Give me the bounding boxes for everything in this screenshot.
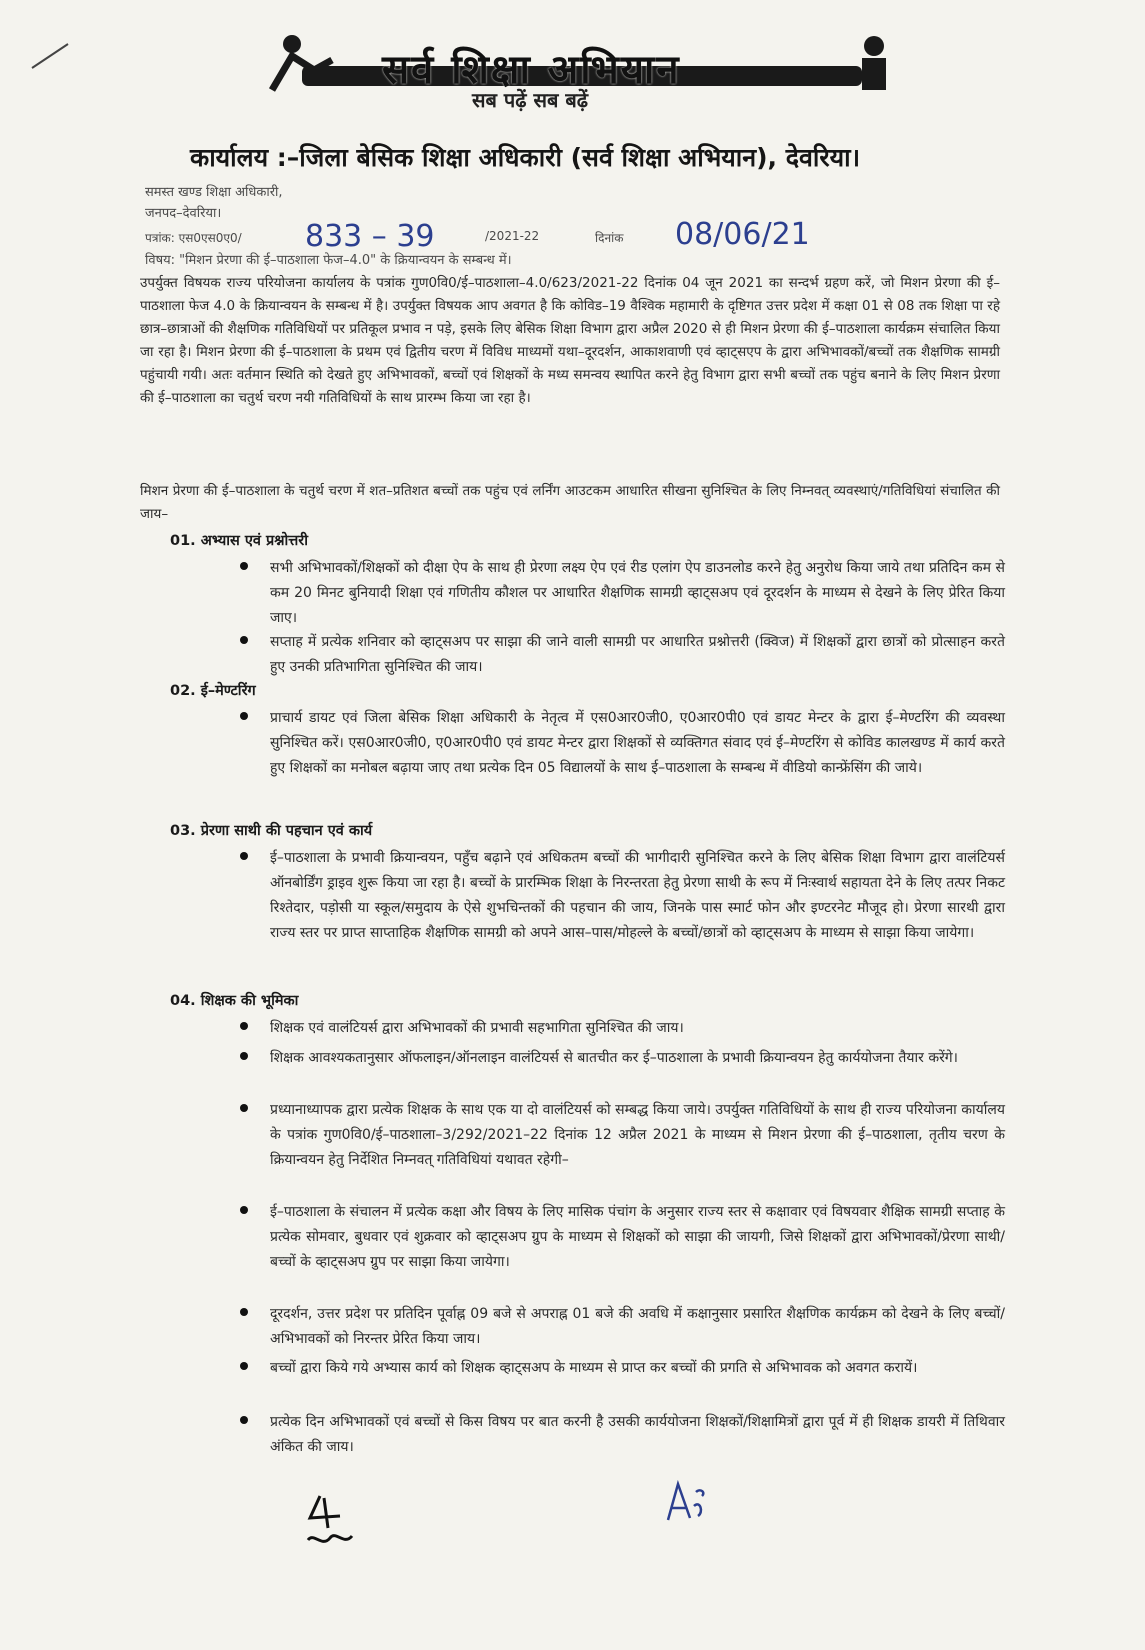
bullet-dot-icon (240, 1206, 248, 1214)
bullet-text: दूरदर्शन, उत्तर प्रदेश पर प्रतिदिन पूर्वाह्न 09 बजे से अपराह्न 01 बजे की अवधि में कक्षानुसार प्रसारित शैक्षणिक कार्यक्रम को देखने के लिए बच्चों/अभिभावकों को निरन्तर प्रेरित किया जाय। (270, 1306, 1005, 1347)
bullet-dot-icon (240, 636, 248, 644)
bullet-text: सप्ताह में प्रत्येक शनिवार को व्हाट्सअप पर साझा की जाने वाली सामग्री पर आधारित प्रश्नोत्तरी (क्विज) में शिक्षकों द्वारा छात्रों को प्रोत्साहन करते हुए उनकी प्रतिभागिता सुनिश्चित की जाय। (270, 634, 1005, 675)
address-line-1: समस्त खण्ड शिक्षा अधिकारी, (145, 185, 283, 200)
subject-line: विषय: "मिशन प्रेरणा की ई–पाठशाला फेज–4.0" के क्रियान्वयन के सम्बन्ध में। (145, 253, 512, 268)
bullet-dot-icon (240, 1416, 248, 1424)
section-heading-04: 04. शिक्षक की भूमिका (170, 993, 299, 1009)
bullet-text: ई–पाठशाला के संचालन में प्रत्येक कक्षा और विषय के लिए मासिक पंचांग के अनुसार राज्य स्तर से कक्षावार एवं विषयवार शैक्षिक सामग्री सप्ताह के प्रत्येक सोमवार, बुधवार एवं शुक्रवार को व्हाट्सअप ग्रुप के माध्यम से शिक्षकों को साझा की जायगी, जिसे शिक्षकों द्वारा अभिभावकों/प्रेरणा साथी/बच्चों के व्हाट्सअप ग्रुप पर साझा किया जायेगा। (270, 1204, 1005, 1270)
letter-number-handwritten: 833 – 39 (305, 219, 435, 254)
bullet-text: प्रध्यानाध्यापक द्वारा प्रत्येक शिक्षक के साथ एक या दो वालंटियर्स को सम्बद्ध किया जाये। उपर्युक्त गतिविधियों के साथ ही राज्य परियोजना कार्यालय के पत्रांक गुण0वि0/ई–पाठशाला–3/292/2021–22 दिनांक 12 अप्रैल 2021 के माध्यम से मिशन प्रेरणा की ई–पाठशाला, तृतीय चरण के क्रियान्वयन हेतु निर्देशित निम्नवत् गतिविधियां यथावत रहेगी– (270, 1102, 1005, 1168)
office-heading: कार्यालय :–जिला बेसिक शिक्षा अधिकारी (सर्व शिक्षा अभियान), देवरिया। (190, 143, 861, 172)
bullet-dot-icon (240, 562, 248, 570)
mascot-figure-icon (832, 30, 902, 100)
date-handwritten: 08/06/21 (675, 217, 810, 252)
section-heading-02: 02. ई–मेण्टरिंग (170, 683, 256, 699)
bullet-text: ई–पाठशाला के प्रभावी क्रियान्वयन, पहुँच बढ़ाने एवं अधिकतम बच्चों की भागीदारी सुनिश्चित करने के लिए बेसिक शिक्षा विभाग द्वारा वालंटियर्स ऑनबोर्डिंग ड्राइव शुरू किया जा रहा है। बच्चों के प्रारम्भिक शिक्षा के निरन्तरता हेतु प्रेरणा साथी के रूप में निःस्वार्थ सहायता देने के लिए तत्पर निकट रिश्तेदार, पड़ोसी या स्कूल/समुदाय के ऐसे शुभचिन्तकों की पहचान की जाय, जिनके पास स्मार्ट फोन और इण्टरनेट मौजूद हो। प्रेरणा सारथी द्वारा राज्य स्तर पर प्राप्त साप्ताहिक शैक्षणिक सामग्री को अपने आस–पास/मोहल्ले के बच्चों/छात्रों को व्हाट्सअप के माध्यम से साझा किया जायेगा। (270, 850, 1005, 941)
header-banner (262, 30, 902, 112)
letter-prefix: पत्रांक: एस0एस0ए0/ (145, 231, 242, 245)
bullet-dot-icon (240, 1052, 248, 1060)
bullet-dot-icon (240, 1362, 248, 1370)
section-heading-01: 01. अभ्यास एवं प्रश्नोत्तरी (170, 533, 308, 549)
bullet-dot-icon (240, 712, 248, 720)
date-label: दिनांक (595, 231, 624, 245)
section-heading-03: 03. प्रेरणा साथी की पहचान एवं कार्य (170, 823, 373, 839)
bullet-dot-icon (240, 852, 248, 860)
bullet-text: सभी अभिभावकों/शिक्षकों को दीक्षा ऐप के साथ ही प्रेरणा लक्ष्य ऐप एवं रीड एलांग ऐप डाउनलोड करने हेतु अनुरोध किया जाये तथा प्रतिदिन कम से कम 20 मिनट बुनियादी शिक्षा एवं गणितीय कौशल पर आधारित शैक्षणिक सामग्री व्हाट्सअप एवं दूरदर्शन के माध्यम से देखने के लिए प्रेरित किया जाए। (270, 560, 1005, 626)
bullet-text: बच्चों द्वारा किये गये अभ्यास कार्य को शिक्षक व्हाट्सअप के माध्यम से प्राप्त कर बच्चों की प्रगति से अभिभावक को अवगत करायें। (270, 1360, 918, 1376)
bullet-text: शिक्षक एवं वालंटियर्स द्वारा अभिभावकों की प्रभावी सहभागिता सुनिश्चित की जाय। (270, 1020, 684, 1036)
bullet-text: प्राचार्य डायट एवं जिला बेसिक शिक्षा अधिकारी के नेतृत्व में एस0आर0जी0, ए0आर0पी0 एवं डायट मेन्टर के द्वारा ई–मेण्टरिंग की व्यवस्था सुनिश्चित करें। एस0आर0जी0, ए0आर0पी0 एवं डायट मेन्टर द्वारा शिक्षकों से व्यक्तिगत संवाद एवं ई–मेण्टरिंग से कोविड कालखण्ड में कार्य करते हुए शिक्षकों का मनोबल बढ़ाया जाए तथा प्रत्येक दिन 05 विद्यालयों के साथ ई–पाठशाला के सम्बन्ध में वीडियो कान्फ्रेंसिंग की जाये। (270, 710, 1005, 776)
banner-title: सर्व शिक्षा अभियान (382, 46, 681, 93)
child-figure-icon (262, 30, 342, 100)
handwritten-signature (300, 1488, 360, 1558)
letter-year: /2021-22 (485, 229, 540, 243)
bullet-text: शिक्षक आवश्यकतानुसार ऑफलाइन/ऑनलाइन वालंटियर्स से बातचीत कर ई–पाठशाला के प्रभावी क्रियान्वयन हेतु कार्ययोजना तैयार करेंगे। (270, 1050, 958, 1066)
second-paragraph: मिशन प्रेरणा की ई–पाठशाला के चतुर्थ चरण में शत–प्रतिशत बच्चों तक पहुंच एवं लर्निंग आउटकम आधारित सीखना सुनिश्चित के लिए निम्नवत् व्यवस्थाएं/गतिविधियां संचालित की जाय– (140, 483, 1000, 522)
bullet-dot-icon (240, 1104, 248, 1112)
address-line-2: जनपद–देवरिया। (145, 206, 222, 221)
intro-paragraph: उपर्युक्त विषयक राज्य परियोजना कार्यालय के पत्रांक गुण0वि0/ई–पाठशाला–4.0/623/2021-22 दिनांक 04 जून 2021 का सन्दर्भ ग्रहण करें, जो मिशन प्रेरणा की ई–पाठशाला फेज 4.0 के क्रियान्वयन के सम्बन्ध में है। उपर्युक्त विषयक आप अवगत है कि कोविड–19 वैश्विक महामारी के दृष्टिगत उत्तर प्रदेश में कक्षा 01 से 08 तक शिक्षा पा रहे छात्र–छात्राओं की शैक्षणिक गतिविधियों पर प्रतिकूल प्रभाव न पड़े, इसके लिए बेसिक शिक्षा विभाग द्वारा अप्रैल 2020 से ही मिशन प्रेरणा की ई–पाठशाला कार्यक्रम संचालित किया जा रहा है। मिशन प्रेरणा की ई–पाठशाला के प्रथम एवं द्वितीय चरण में विविध माध्यमों यथा–दूरदर्शन, आकाशवाणी एवं व्हाट्सएप के द्वारा अभिभावकों/बच्चों तक शैक्षणिक सामग्री पहुंचायी गयी। अतः वर्तमान स्थिति को देखते हुए अभिभावकों, बच्चों एवं शिक्षकों के मध्य समन्वय स्थापित करने हेतु विभाग द्वारा सभी बच्चों तक पहुंच बनाने के लिए मिशन प्रेरणा की ई–पाठशाला का चतुर्थ चरण नयी गतिविधियों के साथ प्रारम्भ किया जा रहा है। (140, 275, 1000, 406)
bullet-dot-icon (240, 1022, 248, 1030)
handwritten-initial (660, 1478, 710, 1528)
bullet-dot-icon (240, 1308, 248, 1316)
pen-stroke-mark (30, 40, 70, 70)
banner-tagline: सब पढ़ें सब बढ़ें (472, 88, 589, 112)
bullet-text: प्रत्येक दिन अभिभावकों एवं बच्चों से किस विषय पर बात करनी है उसकी कार्ययोजना शिक्षकों/शिक्षामित्रों द्वारा पूर्व में ही शिक्षक डायरी में तिथिवार अंकित की जाय। (270, 1414, 1005, 1455)
